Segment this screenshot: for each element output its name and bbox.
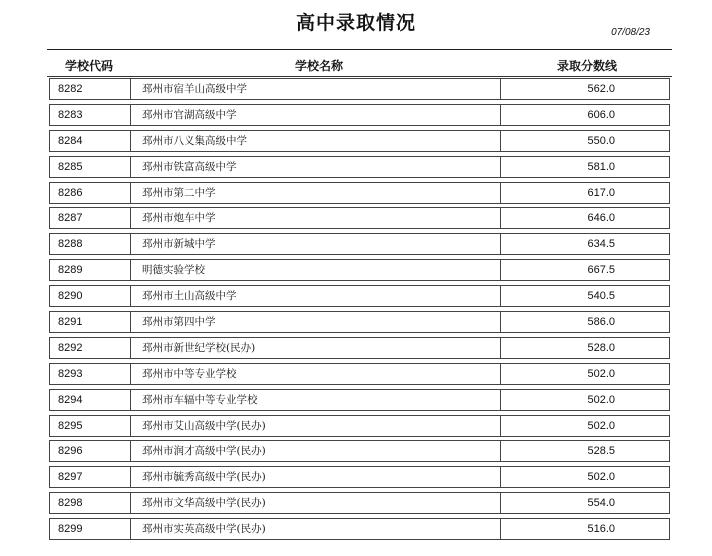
school-name-cell: 邳州市润才高级中学(民办) <box>130 440 501 462</box>
admission-score-cell: 540.5 <box>500 285 670 307</box>
school-code-cell: 8289 <box>49 259 131 281</box>
admission-score-cell: 581.0 <box>500 156 670 178</box>
school-code-cell: 8284 <box>49 130 131 152</box>
print-date: 07/08/23 <box>611 27 650 38</box>
school-code-cell: 8290 <box>49 285 131 307</box>
column-header-name: 学校名称 <box>295 59 344 73</box>
school-name-cell: 邳州市炮车中学 <box>130 207 501 229</box>
table-row <box>49 389 670 411</box>
school-name-cell: 邳州市铁富高级中学 <box>130 156 501 178</box>
school-name-cell: 邳州市八义集高级中学 <box>130 130 501 152</box>
school-name-cell: 邳州市中等专业学校 <box>130 363 501 385</box>
admission-score-cell: 646.0 <box>500 207 670 229</box>
header-divider <box>47 76 672 77</box>
table-row <box>49 259 670 281</box>
page-title: 高中录取情况 <box>295 12 416 34</box>
school-code-cell: 8291 <box>49 311 131 333</box>
admission-score-cell: 528.5 <box>500 440 670 462</box>
school-name-cell: 邳州市文华高级中学(民办) <box>130 492 501 514</box>
admission-score-cell: 502.0 <box>500 415 670 437</box>
column-header-code: 学校代码 <box>65 59 114 73</box>
table-row <box>49 440 670 462</box>
school-code-cell: 8293 <box>49 363 131 385</box>
admission-score-cell: 528.0 <box>500 337 670 359</box>
admission-score-cell: 617.0 <box>500 182 670 204</box>
admission-score-cell: 634.5 <box>500 233 670 255</box>
admission-score-cell: 554.0 <box>500 492 670 514</box>
table-row <box>49 104 670 126</box>
school-name-cell: 邳州市实英高级中学(民办) <box>130 518 501 540</box>
table-header <box>47 54 672 74</box>
school-code-cell: 8292 <box>49 337 131 359</box>
top-divider <box>47 49 672 50</box>
school-code-cell: 8298 <box>49 492 131 514</box>
admission-score-cell: 606.0 <box>500 104 670 126</box>
school-code-cell: 8297 <box>49 466 131 488</box>
school-name-cell: 邳州市官湖高级中学 <box>130 104 501 126</box>
column-header-score: 录取分数线 <box>557 59 618 73</box>
table-row <box>49 233 670 255</box>
table-row <box>49 78 670 100</box>
school-code-cell: 8299 <box>49 518 131 540</box>
admission-table-body <box>49 78 670 544</box>
school-name-cell: 明德实验学校 <box>130 259 501 281</box>
school-name-cell: 邳州市第四中学 <box>130 311 501 333</box>
admission-score-cell: 550.0 <box>500 130 670 152</box>
school-name-cell: 邳州市艾山高级中学(民办) <box>130 415 501 437</box>
school-code-cell: 8295 <box>49 415 131 437</box>
school-code-cell: 8286 <box>49 182 131 204</box>
school-code-cell: 8294 <box>49 389 131 411</box>
table-row <box>49 207 670 229</box>
table-row <box>49 415 670 437</box>
table-row <box>49 492 670 514</box>
admission-score-cell: 502.0 <box>500 363 670 385</box>
school-name-cell: 邳州市宿羊山高级中学 <box>130 78 501 100</box>
school-name-cell: 邳州市第二中学 <box>130 182 501 204</box>
school-code-cell: 8288 <box>49 233 131 255</box>
school-name-cell: 邳州市土山高级中学 <box>130 285 501 307</box>
table-row <box>49 363 670 385</box>
school-code-cell: 8285 <box>49 156 131 178</box>
table-row <box>49 518 670 540</box>
admission-score-cell: 667.5 <box>500 259 670 281</box>
school-name-cell: 邳州市毓秀高级中学(民办) <box>130 466 501 488</box>
school-code-cell: 8283 <box>49 104 131 126</box>
school-name-cell: 邳州市新城中学 <box>130 233 501 255</box>
table-row <box>49 466 670 488</box>
table-row <box>49 311 670 333</box>
table-row <box>49 285 670 307</box>
table-row <box>49 130 670 152</box>
school-name-cell: 邳州市新世纪学校(民办) <box>130 337 501 359</box>
table-row <box>49 182 670 204</box>
school-code-cell: 8296 <box>49 440 131 462</box>
school-code-cell: 8287 <box>49 207 131 229</box>
admission-score-cell: 502.0 <box>500 466 670 488</box>
school-name-cell: 邳州市车辐中等专业学校 <box>130 389 501 411</box>
table-row <box>49 156 670 178</box>
admission-score-cell: 502.0 <box>500 389 670 411</box>
school-code-cell: 8282 <box>49 78 131 100</box>
admission-score-cell: 562.0 <box>500 78 670 100</box>
admission-score-cell: 516.0 <box>500 518 670 540</box>
table-row <box>49 337 670 359</box>
admission-score-cell: 586.0 <box>500 311 670 333</box>
